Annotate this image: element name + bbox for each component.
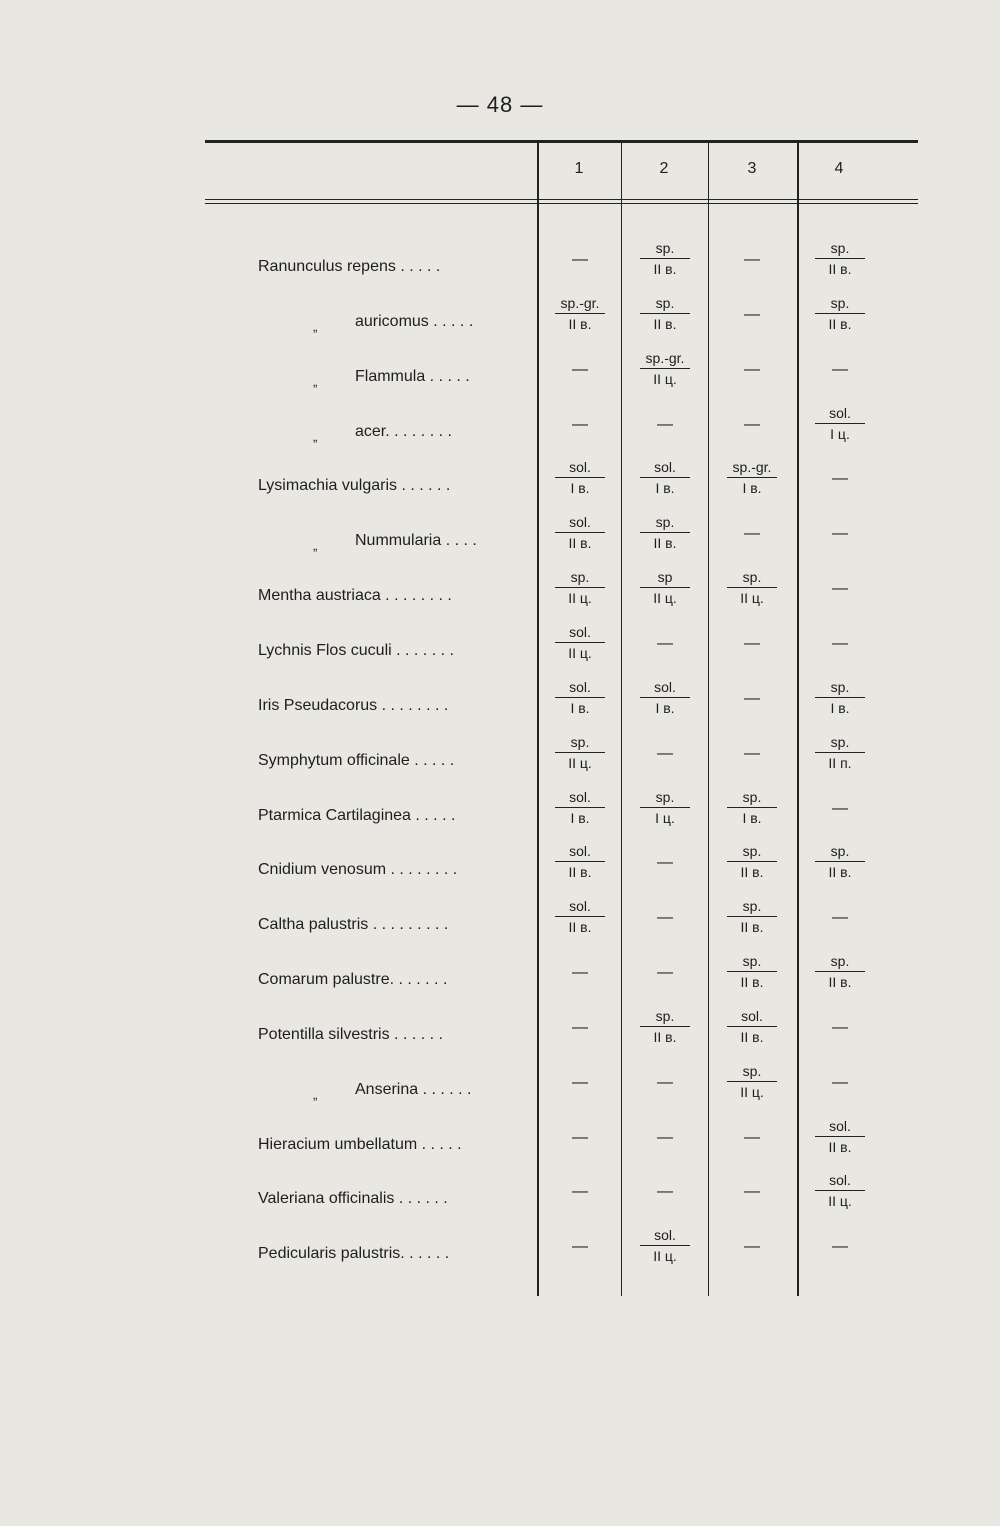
stage-value: II ц.: [815, 1190, 865, 1211]
absent-dash: —: [832, 361, 848, 378]
plant-name: acer. . . . . . . .: [355, 423, 452, 440]
ditto-mark: „: [313, 1087, 318, 1102]
abundance-cell: [536, 951, 624, 983]
abundance-cell: [536, 567, 624, 608]
table-top-rule: [205, 140, 918, 143]
abundance-cell: [621, 293, 709, 334]
abundance-cell: [621, 951, 709, 983]
abundance-cell: [536, 677, 624, 718]
stage-value: II в.: [640, 258, 690, 279]
abundance-cell: [536, 1061, 624, 1093]
abundance-cell: [796, 1061, 884, 1093]
absent-dash: —: [657, 1129, 673, 1146]
stage-value: II ц.: [555, 752, 605, 773]
plant-name: Hieracium umbellatum . . . . .: [258, 1136, 462, 1153]
abundance-cell: [796, 1170, 884, 1211]
plant-name: Potentilla silvestris . . . . . .: [258, 1026, 443, 1043]
absent-dash: —: [657, 635, 673, 652]
abundance-value: sp.: [742, 953, 762, 969]
absent-dash: —: [832, 470, 848, 487]
plant-name: Nummularia . . . .: [355, 532, 477, 549]
stage-value: II в.: [640, 313, 690, 334]
stage-value: I в.: [640, 477, 690, 498]
abundance-cell: [621, 1116, 709, 1148]
stage-value: II в.: [727, 861, 777, 882]
abundance-cell: [621, 787, 709, 828]
abundance-cell: [621, 238, 709, 279]
plant-name: Caltha palustris . . . . . . . . .: [258, 916, 449, 933]
absent-dash: —: [744, 525, 760, 542]
abundance-cell: [536, 1006, 624, 1038]
absent-dash: —: [657, 909, 673, 926]
table-header-rule-2: [205, 203, 918, 204]
absent-dash: —: [832, 909, 848, 926]
abundance-value: sp.: [742, 898, 762, 914]
stage-value: II в.: [555, 916, 605, 937]
abundance-value: sp.: [742, 1063, 762, 1079]
absent-dash: —: [744, 1238, 760, 1255]
abundance-cell: [708, 896, 796, 937]
stage-value: I в.: [727, 477, 777, 498]
absent-dash: —: [744, 361, 760, 378]
stage-value: II в.: [815, 258, 865, 279]
plant-name: Valeriana officinalis . . . . . .: [258, 1190, 448, 1207]
absent-dash: —: [744, 690, 760, 707]
abundance-value: sp.: [830, 295, 850, 311]
absent-dash: —: [832, 1238, 848, 1255]
abundance-cell: [796, 951, 884, 992]
absent-dash: —: [572, 1129, 588, 1146]
abundance-cell: [796, 732, 884, 773]
stage-value: II в.: [640, 532, 690, 553]
absent-dash: —: [744, 416, 760, 433]
abundance-cell: [708, 787, 796, 828]
absent-dash: —: [832, 1019, 848, 1036]
stage-value: II в.: [815, 313, 865, 334]
abundance-cell: [796, 841, 884, 882]
abundance-value: sp.: [742, 569, 762, 585]
abundance-value: sp.: [830, 953, 850, 969]
abundance-cell: [621, 896, 709, 928]
absent-dash: —: [572, 361, 588, 378]
absent-dash: —: [744, 306, 760, 323]
column-header: 3: [747, 160, 757, 177]
abundance-cell: [796, 457, 884, 489]
abundance-value: sp.-gr.: [732, 459, 772, 475]
abundance-cell: [796, 787, 884, 819]
abundance-value: sol.: [741, 1008, 763, 1024]
abundance-cell: [621, 677, 709, 718]
ditto-mark: „: [313, 538, 318, 553]
abundance-value: sol.: [829, 1172, 851, 1188]
absent-dash: —: [572, 964, 588, 981]
stage-value: II в.: [727, 1026, 777, 1047]
abundance-cell: [536, 293, 624, 334]
abundance-cell: [708, 1006, 796, 1047]
abundance-value: sp.: [655, 240, 675, 256]
absent-dash: —: [657, 1074, 673, 1091]
abundance-value: sol.: [569, 459, 591, 475]
plant-name: Ptarmica Cartilaginea . . . . .: [258, 807, 456, 824]
abundance-cell: [796, 348, 884, 380]
plant-name: Pedicularis palustris. . . . . .: [258, 1245, 450, 1262]
stage-value: II в.: [727, 971, 777, 992]
abundance-cell: [536, 1225, 624, 1257]
abundance-cell: [536, 841, 624, 882]
absent-dash: —: [832, 1074, 848, 1091]
abundance-cell: [796, 1116, 884, 1157]
ditto-mark: „: [313, 319, 318, 334]
abundance-cell: [621, 403, 709, 435]
stage-value: II ц.: [727, 587, 777, 608]
abundance-cell: [621, 1225, 709, 1266]
abundance-value: sol.: [569, 514, 591, 530]
abundance-value: sol.: [569, 898, 591, 914]
absent-dash: —: [572, 1019, 588, 1036]
plant-name: Flammula . . . . .: [355, 368, 470, 385]
plant-name: Symphytum officinale . . . . .: [258, 752, 455, 769]
abundance-value: sp.: [655, 295, 675, 311]
abundance-value: sol.: [569, 789, 591, 805]
abundance-value: sp.: [570, 734, 590, 750]
plant-name: Ranunculus repens . . . . .: [258, 258, 441, 275]
abundance-cell: [621, 348, 709, 389]
abundance-cell: [796, 1225, 884, 1257]
absent-dash: —: [657, 1183, 673, 1200]
abundance-value: sol.: [654, 459, 676, 475]
column-header: 2: [659, 160, 669, 177]
stage-value: II в.: [640, 1026, 690, 1047]
abundance-value: sol.: [654, 1227, 676, 1243]
abundance-cell: [536, 787, 624, 828]
abundance-cell: [796, 1006, 884, 1038]
abundance-cell: [708, 1061, 796, 1102]
abundance-cell: [621, 622, 709, 654]
stage-value: I в.: [727, 807, 777, 828]
column-header: 1: [574, 160, 584, 177]
stage-value: I в.: [555, 477, 605, 498]
stage-value: II в.: [815, 861, 865, 882]
plant-name: Iris Pseudacorus . . . . . . . .: [258, 697, 449, 714]
plant-name: Mentha austriaca . . . . . . . .: [258, 587, 452, 604]
abundance-cell: [796, 622, 884, 654]
absent-dash: —: [744, 1129, 760, 1146]
abundance-cell: [708, 293, 796, 325]
abundance-value: sp.: [655, 514, 675, 530]
stage-value: I в.: [815, 697, 865, 718]
abundance-value: sol.: [569, 843, 591, 859]
absent-dash: —: [657, 964, 673, 981]
abundance-cell: [708, 512, 796, 544]
absent-dash: —: [832, 525, 848, 542]
stage-value: II ц.: [640, 1245, 690, 1266]
abundance-cell: [708, 403, 796, 435]
abundance-value: sp.: [830, 240, 850, 256]
abundance-value: sp.: [830, 843, 850, 859]
stage-value: I ц.: [815, 423, 865, 444]
abundance-cell: [708, 622, 796, 654]
abundance-cell: [796, 512, 884, 544]
abundance-value: sp.: [830, 734, 850, 750]
abundance-cell: [796, 403, 884, 444]
stage-value: II в.: [815, 1136, 865, 1157]
absent-dash: —: [572, 416, 588, 433]
abundance-value: sp.: [655, 789, 675, 805]
abundance-cell: [708, 567, 796, 608]
stage-value: II ц.: [555, 587, 605, 608]
abundance-cell: [536, 348, 624, 380]
abundance-cell: [708, 951, 796, 992]
stage-value: II в.: [727, 916, 777, 937]
abundance-cell: [536, 732, 624, 773]
table-row: [0, 1227, 1000, 1293]
abundance-value: sp.-gr.: [560, 295, 600, 311]
stage-value: II в.: [555, 532, 605, 553]
abundance-cell: [796, 293, 884, 334]
abundance-cell: [796, 238, 884, 279]
column-header: 4: [834, 160, 844, 177]
abundance-cell: [621, 457, 709, 498]
absent-dash: —: [657, 854, 673, 871]
abundance-cell: [708, 238, 796, 270]
abundance-value: sp.: [742, 843, 762, 859]
absent-dash: —: [744, 635, 760, 652]
abundance-cell: [536, 457, 624, 498]
abundance-cell: [536, 403, 624, 435]
page-number: — 48 —: [456, 92, 544, 117]
table-header-rule: [205, 199, 918, 200]
abundance-cell: [621, 1061, 709, 1093]
abundance-value: sol.: [829, 405, 851, 421]
stage-value: I ц.: [640, 807, 690, 828]
abundance-cell: [536, 896, 624, 937]
abundance-cell: [708, 732, 796, 764]
abundance-value: sp.-gr.: [645, 350, 685, 366]
stage-value: I в.: [555, 807, 605, 828]
absent-dash: —: [572, 1238, 588, 1255]
ditto-mark: „: [313, 374, 318, 389]
absent-dash: —: [832, 800, 848, 817]
abundance-cell: [621, 567, 709, 608]
absent-dash: —: [832, 635, 848, 652]
stage-value: II ц.: [640, 368, 690, 389]
abundance-cell: [621, 1006, 709, 1047]
stage-value: II в.: [555, 313, 605, 334]
plant-name: Comarum palustre. . . . . . .: [258, 971, 448, 988]
abundance-value: sp.: [570, 569, 590, 585]
stage-value: I в.: [555, 697, 605, 718]
abundance-cell: [708, 1170, 796, 1202]
stage-value: II ц.: [727, 1081, 777, 1102]
absent-dash: —: [572, 251, 588, 268]
abundance-cell: [796, 896, 884, 928]
plant-name: auricomus . . . . .: [355, 313, 474, 330]
abundance-value: sol.: [829, 1118, 851, 1134]
abundance-cell: [796, 567, 884, 599]
abundance-cell: [708, 348, 796, 380]
absent-dash: —: [744, 251, 760, 268]
abundance-cell: [536, 622, 624, 663]
abundance-value: sp.: [655, 1008, 675, 1024]
absent-dash: —: [657, 416, 673, 433]
absent-dash: —: [572, 1183, 588, 1200]
stage-value: II в.: [555, 861, 605, 882]
abundance-value: sol.: [569, 679, 591, 695]
plant-name: Cnidium venosum . . . . . . . .: [258, 861, 458, 878]
abundance-cell: [621, 1170, 709, 1202]
absent-dash: —: [744, 1183, 760, 1200]
abundance-cell: [621, 732, 709, 764]
absent-dash: —: [657, 745, 673, 762]
stage-value: I в.: [640, 697, 690, 718]
absent-dash: —: [832, 580, 848, 597]
abundance-value: sol.: [569, 624, 591, 640]
abundance-cell: [708, 677, 796, 709]
absent-dash: —: [572, 1074, 588, 1091]
ditto-mark: „: [313, 429, 318, 444]
abundance-cell: [708, 1225, 796, 1257]
abundance-cell: [536, 1116, 624, 1148]
abundance-cell: [536, 1170, 624, 1202]
abundance-value: sp.: [830, 679, 850, 695]
abundance-cell: [796, 677, 884, 718]
stage-value: II в.: [815, 971, 865, 992]
stage-value: II п.: [815, 752, 865, 773]
abundance-cell: [536, 238, 624, 270]
abundance-value: sp: [657, 569, 673, 585]
abundance-cell: [536, 512, 624, 553]
abundance-cell: [708, 457, 796, 498]
abundance-value: sp.: [742, 789, 762, 805]
abundance-value: sol.: [654, 679, 676, 695]
plant-name: Lychnis Flos cuculi . . . . . . .: [258, 642, 454, 659]
abundance-cell: [708, 1116, 796, 1148]
abundance-cell: [621, 841, 709, 873]
stage-value: II ц.: [555, 642, 605, 663]
plant-name: Lysimachia vulgaris . . . . . .: [258, 477, 451, 494]
abundance-cell: [708, 841, 796, 882]
stage-value: II ц.: [640, 587, 690, 608]
absent-dash: —: [744, 745, 760, 762]
plant-name: Anserina . . . . . .: [355, 1081, 472, 1098]
abundance-cell: [621, 512, 709, 553]
